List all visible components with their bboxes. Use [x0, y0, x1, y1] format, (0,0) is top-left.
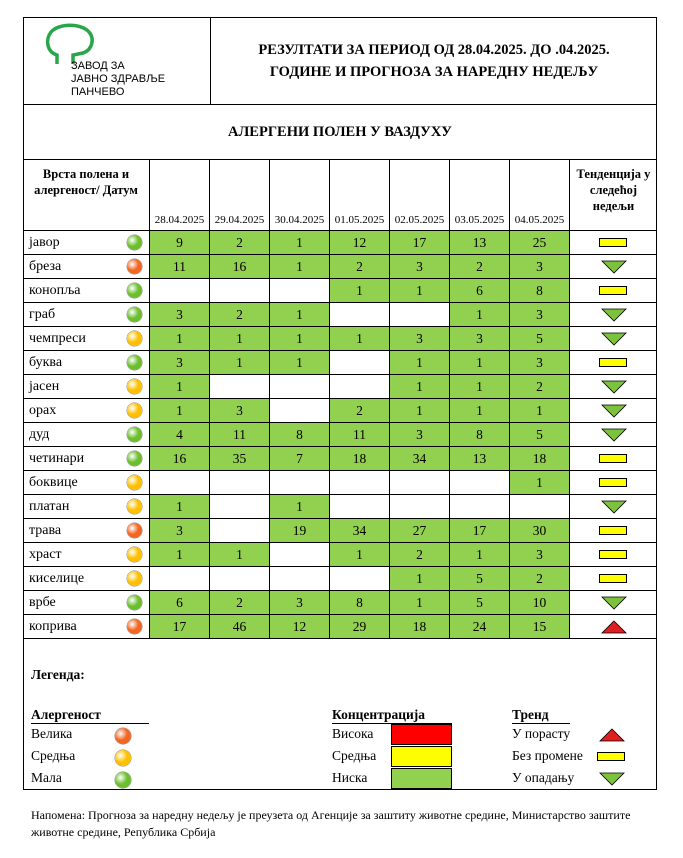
trend-cell — [570, 567, 657, 591]
trend-cell — [570, 591, 657, 615]
concentration-cell: 1 — [390, 591, 450, 615]
concentration-cell: 1 — [450, 351, 510, 375]
concentration-cell: 1 — [510, 399, 570, 423]
concentration-cell: 16 — [150, 447, 210, 471]
allergenicity-dot-icon — [127, 619, 142, 634]
trend-cell — [570, 399, 657, 423]
logo-text — [71, 60, 165, 99]
concentration-cell: 12 — [270, 615, 330, 639]
allergenicity-dot-icon — [127, 283, 142, 298]
concentration-cell: 3 — [150, 519, 210, 543]
allergenicity-dot-icon — [127, 307, 142, 322]
concentration-cell — [330, 351, 390, 375]
legend-concentration-title: Концентрација — [332, 707, 452, 724]
allergenicity-dot-icon — [115, 772, 131, 788]
allergenicity-dot-icon — [127, 475, 142, 490]
concentration-cell: 8 — [450, 423, 510, 447]
concentration-cell: 46 — [210, 615, 270, 639]
trend-up-icon — [601, 620, 627, 634]
concentration-cell: 1 — [510, 471, 570, 495]
date-label: 02.05.2025 — [394, 214, 445, 226]
legend-concentration-item: Средња — [332, 748, 377, 763]
concentration-cell — [210, 375, 270, 399]
allergenicity-dot-icon — [127, 571, 142, 586]
concentration-cell — [450, 471, 510, 495]
trend-no-change-icon — [599, 526, 627, 535]
concentration-cell — [330, 303, 390, 327]
species-name — [23, 543, 150, 567]
allergenicity-dot-icon — [127, 259, 142, 274]
species-label: јасен — [29, 379, 60, 394]
concentration-cell: 1 — [270, 303, 330, 327]
concentration-cell — [150, 279, 210, 303]
species-name — [23, 327, 150, 351]
concentration-cell: 13 — [450, 447, 510, 471]
concentration-cell: 1 — [150, 495, 210, 519]
logo-line: ЗАВОД ЗА — [71, 60, 125, 72]
trend-cell — [570, 303, 657, 327]
concentration-cell — [330, 495, 390, 519]
concentration-cell: 8 — [510, 279, 570, 303]
legend-trend-icon-wrap — [568, 745, 628, 765]
legend-trend-item: У порасту — [512, 726, 571, 741]
concentration-cell — [210, 567, 270, 591]
legend-trend-item: У опадању — [512, 770, 575, 785]
concentration-cell — [210, 519, 270, 543]
concentration-cell: 1 — [210, 543, 270, 567]
concentration-cell: 1 — [270, 327, 330, 351]
allergenicity-dot-icon — [127, 235, 142, 250]
concentration-cell — [270, 279, 330, 303]
trend-no-change-icon — [599, 358, 627, 367]
allergenicity-dot-icon — [127, 499, 142, 514]
concentration-cell: 1 — [330, 279, 390, 303]
species-label: храст — [29, 547, 62, 562]
species-label: бреза — [29, 259, 62, 274]
concentration-cell: 3 — [390, 423, 450, 447]
concentration-cell — [330, 471, 390, 495]
concentration-cell: 3 — [390, 327, 450, 351]
concentration-cell — [390, 495, 450, 519]
title-line-1: РЕЗУЛТАТИ ЗА ПЕРИОД ОД 28.04.2025. ДО .04.2025. — [258, 42, 610, 58]
trend-cell — [570, 495, 657, 519]
species-label: граб — [29, 307, 56, 322]
species-name — [23, 519, 150, 543]
concentration-cell: 2 — [210, 591, 270, 615]
legend-concentration-item: Ниска — [332, 770, 368, 785]
trend-cell — [570, 423, 657, 447]
concentration-cell — [330, 567, 390, 591]
date-label: 01.05.2025 — [334, 214, 385, 226]
trend-down-icon — [601, 428, 627, 442]
concentration-cell: 3 — [150, 303, 210, 327]
date-header — [510, 160, 570, 231]
concentration-cell: 10 — [510, 591, 570, 615]
trend-cell — [570, 519, 657, 543]
concentration-cell — [390, 471, 450, 495]
trend-down-icon — [601, 500, 627, 514]
concentration-cell — [390, 303, 450, 327]
concentration-cell: 3 — [510, 351, 570, 375]
species-name — [23, 231, 150, 255]
concentration-cell: 4 — [150, 423, 210, 447]
concentration-cell — [270, 567, 330, 591]
concentration-cell: 13 — [450, 231, 510, 255]
concentration-cell: 17 — [450, 519, 510, 543]
trend-no-change-icon — [599, 550, 627, 559]
concentration-cell: 3 — [390, 255, 450, 279]
species-label: платан — [29, 499, 70, 514]
concentration-cell: 1 — [270, 231, 330, 255]
concentration-cell: 9 — [150, 231, 210, 255]
concentration-cell: 1 — [390, 279, 450, 303]
allergenicity-dot-icon — [127, 331, 142, 346]
trend-down-icon — [601, 596, 627, 610]
concentration-cell: 34 — [330, 519, 390, 543]
concentration-cell: 2 — [510, 567, 570, 591]
concentration-cell: 17 — [150, 615, 210, 639]
concentration-cell: 27 — [390, 519, 450, 543]
concentration-cell: 3 — [450, 327, 510, 351]
header — [23, 17, 657, 105]
date-label: 30.04.2025 — [274, 214, 325, 226]
species-label: јавор — [29, 235, 60, 250]
concentration-cell: 2 — [390, 543, 450, 567]
species-name — [23, 255, 150, 279]
title-line-2: ГОДИНЕ И ПРОГНОЗА ЗА НАРЕДНУ НЕДЕЉУ — [269, 64, 599, 80]
allergenicity-dot-icon — [127, 523, 142, 538]
species-label: орах — [29, 403, 57, 418]
trend-cell — [570, 351, 657, 375]
concentration-cell: 1 — [270, 351, 330, 375]
footnote: Напомена: Прогноза за наредну недељу је преузета од Агенције за заштиту животне средине, Министарство заштите животне средине, Република Србија — [31, 808, 631, 839]
concentration-cell: 11 — [330, 423, 390, 447]
concentration-cell: 2 — [210, 231, 270, 255]
legend-trend-title: Тренд — [512, 707, 570, 724]
species-name — [23, 591, 150, 615]
allergenicity-dot-icon — [127, 379, 142, 394]
concentration-cell — [210, 279, 270, 303]
legend-trend-icon-wrap — [568, 767, 628, 787]
concentration-cell: 5 — [510, 423, 570, 447]
species-label: трава — [29, 523, 62, 538]
trend-down-icon — [601, 404, 627, 418]
legend-title: Легенда: — [31, 667, 85, 682]
species-name — [23, 567, 150, 591]
concentration-cell: 1 — [330, 543, 390, 567]
concentration-cell — [150, 471, 210, 495]
concentration-cell: 18 — [510, 447, 570, 471]
species-name — [23, 303, 150, 327]
trend-no-change-icon — [599, 286, 627, 295]
legend-concentration-swatch — [391, 746, 452, 767]
species-label: коприва — [29, 619, 77, 634]
trend-cell — [570, 375, 657, 399]
concentration-cell: 35 — [210, 447, 270, 471]
concentration-cell: 2 — [450, 255, 510, 279]
concentration-cell: 2 — [330, 255, 390, 279]
concentration-cell: 15 — [510, 615, 570, 639]
date-label: 29.04.2025 — [214, 214, 265, 226]
concentration-cell: 25 — [510, 231, 570, 255]
column-header-species: Врста полена и алергеност/ Датум — [23, 160, 150, 231]
concentration-cell: 1 — [150, 375, 210, 399]
logo — [23, 17, 211, 105]
trend-down-icon — [601, 332, 627, 346]
legend-trend-icon-wrap — [568, 723, 628, 743]
concentration-cell: 19 — [270, 519, 330, 543]
concentration-cell: 8 — [330, 591, 390, 615]
species-name — [23, 615, 150, 639]
species-label: чемпреси — [29, 331, 86, 346]
date-header — [450, 160, 510, 231]
concentration-cell: 1 — [210, 327, 270, 351]
legend-concentration-item: Висока — [332, 726, 374, 741]
species-label: боквице — [29, 475, 78, 490]
species-label: конопља — [29, 283, 81, 298]
concentration-cell — [330, 375, 390, 399]
concentration-cell: 1 — [150, 543, 210, 567]
species-label: дуд — [29, 427, 50, 442]
allergenicity-dot-icon — [115, 728, 131, 744]
date-header — [330, 160, 390, 231]
allergenicity-dot-icon — [127, 427, 142, 442]
legend-allergenicity-title: Алергеност — [31, 707, 149, 724]
date-label: 03.05.2025 — [454, 214, 505, 226]
legend-allergenicity-item: Средња — [31, 748, 76, 763]
concentration-cell: 1 — [390, 567, 450, 591]
concentration-cell — [270, 543, 330, 567]
concentration-cell: 3 — [210, 399, 270, 423]
column-header-trend: Тенденција у следећој недељи — [570, 160, 657, 231]
species-name — [23, 495, 150, 519]
logo-line: ПАНЧЕВО — [71, 86, 125, 98]
trend-no-change-icon — [599, 478, 627, 487]
concentration-cell: 2 — [330, 399, 390, 423]
concentration-cell — [270, 471, 330, 495]
concentration-cell: 1 — [150, 399, 210, 423]
concentration-cell: 11 — [150, 255, 210, 279]
trend-down-icon — [599, 772, 625, 786]
species-label: четинари — [29, 451, 85, 466]
concentration-cell: 1 — [450, 375, 510, 399]
concentration-cell: 8 — [270, 423, 330, 447]
allergenicity-dot-icon — [127, 355, 142, 370]
concentration-cell: 1 — [210, 351, 270, 375]
species-name — [23, 423, 150, 447]
concentration-cell: 1 — [330, 327, 390, 351]
trend-cell — [570, 447, 657, 471]
allergenicity-dot-icon — [115, 750, 131, 766]
concentration-cell: 2 — [510, 375, 570, 399]
species-name — [23, 447, 150, 471]
concentration-cell: 3 — [510, 255, 570, 279]
trend-no-change-icon — [599, 574, 627, 583]
concentration-cell: 6 — [150, 591, 210, 615]
concentration-cell — [270, 399, 330, 423]
concentration-cell: 1 — [390, 351, 450, 375]
trend-cell — [570, 231, 657, 255]
date-header — [390, 160, 450, 231]
concentration-cell: 17 — [390, 231, 450, 255]
species-name — [23, 351, 150, 375]
concentration-cell — [510, 495, 570, 519]
allergenicity-dot-icon — [127, 403, 142, 418]
concentration-cell — [270, 375, 330, 399]
trend-up-icon — [599, 728, 625, 742]
concentration-cell: 1 — [270, 255, 330, 279]
species-label: врбе — [29, 595, 56, 610]
allergenicity-dot-icon — [127, 595, 142, 610]
date-header — [150, 160, 210, 231]
concentration-cell: 7 — [270, 447, 330, 471]
trend-cell — [570, 255, 657, 279]
concentration-cell: 1 — [450, 303, 510, 327]
concentration-cell: 3 — [270, 591, 330, 615]
allergenicity-dot-icon — [127, 547, 142, 562]
legend-allergenicity-item: Велика — [31, 726, 73, 741]
concentration-cell: 16 — [210, 255, 270, 279]
allergenicity-dot-icon — [127, 451, 142, 466]
concentration-cell: 3 — [510, 303, 570, 327]
trend-down-icon — [601, 380, 627, 394]
date-header — [270, 160, 330, 231]
section-title: АЛЕРГЕНИ ПОЛЕН У ВАЗДУХУ — [23, 105, 657, 160]
legend-allergenicity-item: Мала — [31, 770, 62, 785]
trend-cell — [570, 327, 657, 351]
legend-concentration-swatch — [391, 768, 452, 789]
concentration-cell: 2 — [210, 303, 270, 327]
concentration-cell: 3 — [150, 351, 210, 375]
concentration-cell: 5 — [450, 567, 510, 591]
concentration-cell: 18 — [330, 447, 390, 471]
concentration-cell: 24 — [450, 615, 510, 639]
concentration-cell — [150, 567, 210, 591]
species-label: буква — [29, 355, 63, 370]
concentration-cell: 34 — [390, 447, 450, 471]
trend-cell — [570, 543, 657, 567]
legend-trend-item: Без промене — [512, 748, 583, 763]
date-label: 28.04.2025 — [154, 214, 205, 226]
concentration-cell: 5 — [450, 591, 510, 615]
concentration-cell: 5 — [510, 327, 570, 351]
trend-cell — [570, 615, 657, 639]
species-name — [23, 471, 150, 495]
species-name — [23, 399, 150, 423]
trend-no-change-icon — [597, 752, 625, 761]
concentration-cell: 6 — [450, 279, 510, 303]
species-name — [23, 375, 150, 399]
concentration-cell — [450, 495, 510, 519]
species-label: киселице — [29, 571, 85, 586]
logo-line: ЈАВНО ЗДРАВЉЕ — [71, 73, 166, 85]
trend-no-change-icon — [599, 238, 627, 247]
trend-down-icon — [601, 308, 627, 322]
date-label: 04.05.2025 — [514, 214, 565, 226]
trend-no-change-icon — [599, 454, 627, 463]
concentration-cell: 18 — [390, 615, 450, 639]
concentration-cell: 1 — [150, 327, 210, 351]
concentration-cell: 30 — [510, 519, 570, 543]
concentration-cell: 12 — [330, 231, 390, 255]
concentration-cell: 1 — [390, 375, 450, 399]
concentration-cell — [210, 471, 270, 495]
date-header — [210, 160, 270, 231]
species-name — [23, 279, 150, 303]
trend-cell — [570, 471, 657, 495]
concentration-cell — [210, 495, 270, 519]
trend-down-icon — [601, 260, 627, 274]
report-title — [211, 17, 657, 105]
concentration-cell: 3 — [510, 543, 570, 567]
concentration-cell: 1 — [450, 543, 510, 567]
concentration-cell: 29 — [330, 615, 390, 639]
concentration-cell: 11 — [210, 423, 270, 447]
concentration-cell: 1 — [450, 399, 510, 423]
legend-concentration-swatch — [391, 724, 452, 745]
trend-cell — [570, 279, 657, 303]
concentration-cell: 1 — [390, 399, 450, 423]
concentration-cell: 1 — [270, 495, 330, 519]
